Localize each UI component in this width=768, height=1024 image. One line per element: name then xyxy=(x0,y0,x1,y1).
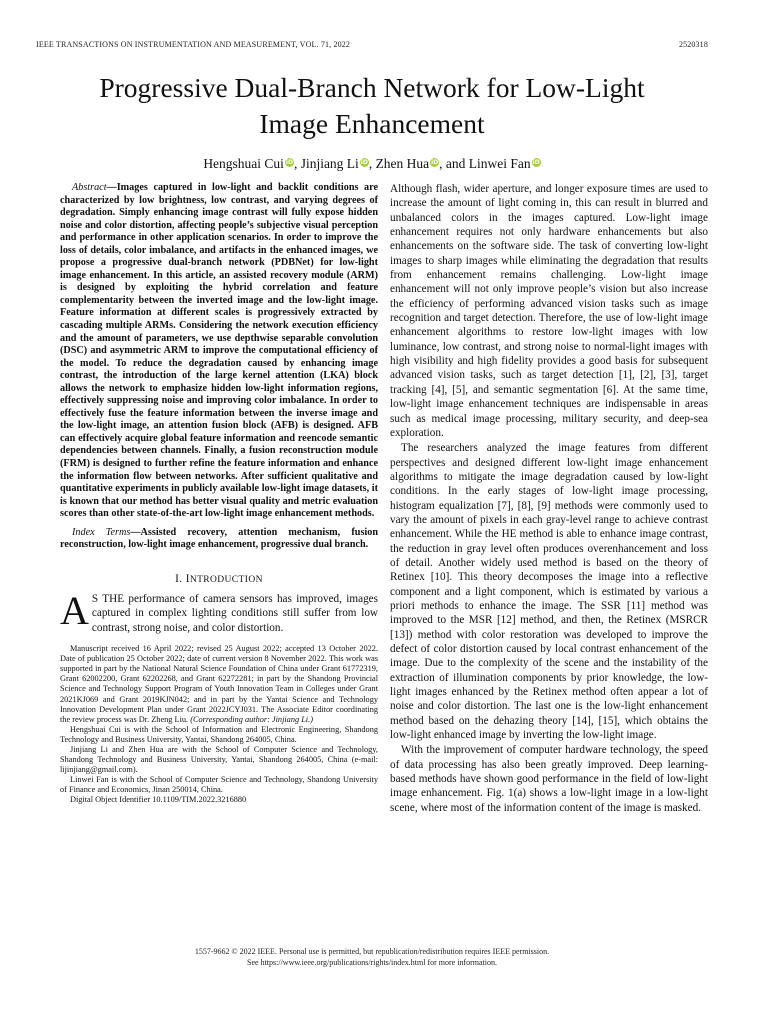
affiliation-note: Jinjiang Li and Zhen Hua are with the School of Computer Science and Technology, Shandong Technology and Business University, Yantai, Shandong 264005, China (e-mail: lijinjiang@gmail.com). xyxy=(60,745,378,775)
index-terms-text: Assisted recovery, attention mechanism, fusion reconstruction, low-light image enhancement, progressive dual branch. xyxy=(60,526,379,551)
page-number: 2520318 xyxy=(678,40,708,49)
section-title-initial: I xyxy=(185,572,190,585)
rights-link[interactable]: See https://www.ieee.org/publications/rights/index.html for more information. xyxy=(247,958,497,967)
doi-note[interactable]: Digital Object Identifier 10.1109/TIM.2022.3216880 xyxy=(70,795,247,805)
orcid-icon[interactable]: iD xyxy=(360,159,368,166)
copyright-footer xyxy=(36,946,708,968)
author-list xyxy=(36,155,708,173)
author-name: Linwei Fan xyxy=(468,156,531,171)
intro-paragraph xyxy=(60,587,378,635)
paper-title xyxy=(36,70,708,142)
copyright-line: 1557-9662 © 2022 IEEE. Personal use is permitted, but republication/redistribution requires IEEE permission. xyxy=(194,947,550,956)
author-name: Zhen Hua xyxy=(375,156,430,171)
manuscript-note: Manuscript received 16 April 2022; revised 25 August 2022; accepted 13 October 2022. Date of publication 25 October 2022; date of current version 8 November 2022. This work was supported in part by the National Natural Science Foundation of China under Grant 61772319, Grant 62002200, Grant 62202268, and Grant 62272281; in part by the Shandong Provincial Science and Technology Support Program of Youth Innovation Team in Colleges under Grant 2021KJ069 and Grant 2019KJN042; and in part by the Yantai Science and Technology Innovation Development Plan under Grant 2022JCYJ031. The Associate Editor coordinating the review process was Dr. Zheng Liu. xyxy=(60,644,378,724)
section-title-rest: NTRODUCTION xyxy=(189,574,263,585)
right-column xyxy=(390,182,708,815)
body-paragraph: Although flash, wider aperture, and longer exposure times are used to increase the amount of light coming in, this can result in blurred and unbalanced colors in the images captured. Low-light image enhancement requires not only hardware enhancements but also enhancements on the software side. The task of converting low-light images to sharp images while eliminating the degradation that results from enhancement remains challenging. Low-light image enhancement will not only improve people’s vision but also increase the efficiency of performing advanced vision tasks such as image recognition and target detection. Therefore, the use of low-light image enhancement algorithms to restore low-light images with low luminance, low contrast, and strong noise to normal-light images with high visibility and high fidelity provides a good basis for subsequent advanced vision tasks, such as target detection [1], [2], [3], target tracking [4], [5], and semantic segmentation [6]. At the same time, low-light image enhancement techniques are indispensable in areas such as medical image processing, military security, and deep-sea exploration. xyxy=(390,183,708,439)
author-name: Hengshuai Cui xyxy=(203,156,284,171)
footnotes xyxy=(60,644,378,806)
abstract xyxy=(60,182,378,521)
author-separator: , and xyxy=(439,156,469,171)
body-paragraph: The researchers analyzed the image features from different perspectives and designed different low-light image enhancement algorithms to mitigate the image degradation caused by low-light conditions. In the early stages of low-light image processing, histogram equalization [7], [8], [9] methods were commonly used to vary the amount of pixels in each gray-level range to achieve contrast enhancement. While the HE method is able to enhance image contrast, the reduction in gray level often produces overenhancement and loss of detail. Another widely used method is based on the theory of Retinex [10]. This theory decomposes the image into a reflective component and a light component, which is estimated by various a priori methods to enhance the image. The SSR [11] method was improved to the MSR [12] method, and then, the Retinex (MSRCR [13]) method with color restoration was developed to improve the defect of color distortion caused by local contrast enhancement of the image. Due to the complexity of the scene and the instability of the extraction of illumination components by prior knowledge, the low-light images enhanced by the Retinex method often appear a lot of noise and color distortion. The last one is the low-light enhancement method based on the dehazing theory [14], [15], which obtains the low-light enhanced image by inverting the low-light image. xyxy=(390,442,708,742)
orcid-icon[interactable]: iD xyxy=(431,159,439,166)
drop-cap: A xyxy=(60,587,89,633)
body-paragraph: With the improvement of computer hardware technology, the speed of data processing has also been greatly improved. Deep learning-based methods have shown good performance in the field of low-light image enhancement. Fig. 1(a) shows a low-light image in a low-light scene, where most of the information content of the image is masked. xyxy=(390,744,708,814)
author-separator: , xyxy=(368,156,376,171)
index-terms-dash: — xyxy=(130,526,141,538)
section-numeral: I. xyxy=(175,572,183,585)
title-line-1: Progressive Dual-Branch Network for Low-Light xyxy=(99,72,645,103)
journal-name: IEEE TRANSACTIONS ON INSTRUMENTATION AND MEASUREMENT, VOL. 71, 2022 xyxy=(36,40,351,49)
running-header xyxy=(36,40,708,52)
abstract-text: Images captured in low-light and backlit conditions are characterized by low brightness, low contrast, and varying degrees of degradation. Simply enhancing image contrast will fully expose hidden noise and color distortion, affecting people’s subjective visual perception and performance in other application scenarios. In order to improve the loss of details, color imbalance, and artifacts in the enhanced images, we propose a progressive dual-branch network (PDBNet) for low-light image enhancement. In this article, an assisted recovery module (ARM) is designed by exploiting the hybrid correlation and feature complementarity between the inverted image and the low-light image. Feature information at different scales is progressively extracted by cascading multiple ARMs. Considering the network execution efficiency and the amount of parameters, we use depthwise separable convolution (DSC) and asymmetric ARM to improve the computational efficiency of the model. To reduce the degradation caused by enhancing image contrast, the introduction of the large kernel attention (LKA) block allows the network to emphasize hidden low-light information regions, effectively suppressing noise and improving color imbalance. In order to effectively fuse the feature information between the inverse image and the low-light image, an attention fusion block (AFB) is designed. AFB can effectively acquire global feature information and reencode semantic dependencies between channels. Finally, a fusion reconstruction module (FRM) is designed to further refine the feature information and enhance the information flow between networks. After sufficient qualitative and quantitative experiments in publicly available low-light image datasets, it is known that our method has better visual quality and metric evaluation scores than other state-of-the-art low-light image enhancement methods. xyxy=(60,182,378,520)
affiliation-note: Linwei Fan is with the School of Computer Science and Technology, Shandong University of Finance and Economics, Jinan 250014, China. xyxy=(60,775,378,795)
abstract-dash: — xyxy=(106,182,117,193)
orcid-icon[interactable]: iD xyxy=(285,159,293,166)
orcid-icon[interactable]: iD xyxy=(532,159,540,166)
author-separator: , xyxy=(293,156,301,171)
left-column xyxy=(60,182,378,806)
abstract-label: Abstract xyxy=(72,182,107,193)
title-line-2: Image Enhancement xyxy=(259,108,485,139)
author-name: Jinjiang Li xyxy=(300,156,359,171)
corresponding-author: (Corresponding author: Jinjiang Li.) xyxy=(190,714,313,724)
section-heading xyxy=(60,572,378,587)
affiliation-note: Hengshuai Cui is with the School of Information and Electronic Engineering, Shandong Technology and Business University, Yantai, Shandong 264005, China. xyxy=(60,724,378,744)
index-terms xyxy=(60,527,378,552)
index-terms-label: Index Terms xyxy=(72,526,131,538)
intro-text: S THE performance of camera sensors has improved, images captured in complex lighting conditions still suffer from low contrast, strong noise, and color distortion. xyxy=(91,592,378,634)
